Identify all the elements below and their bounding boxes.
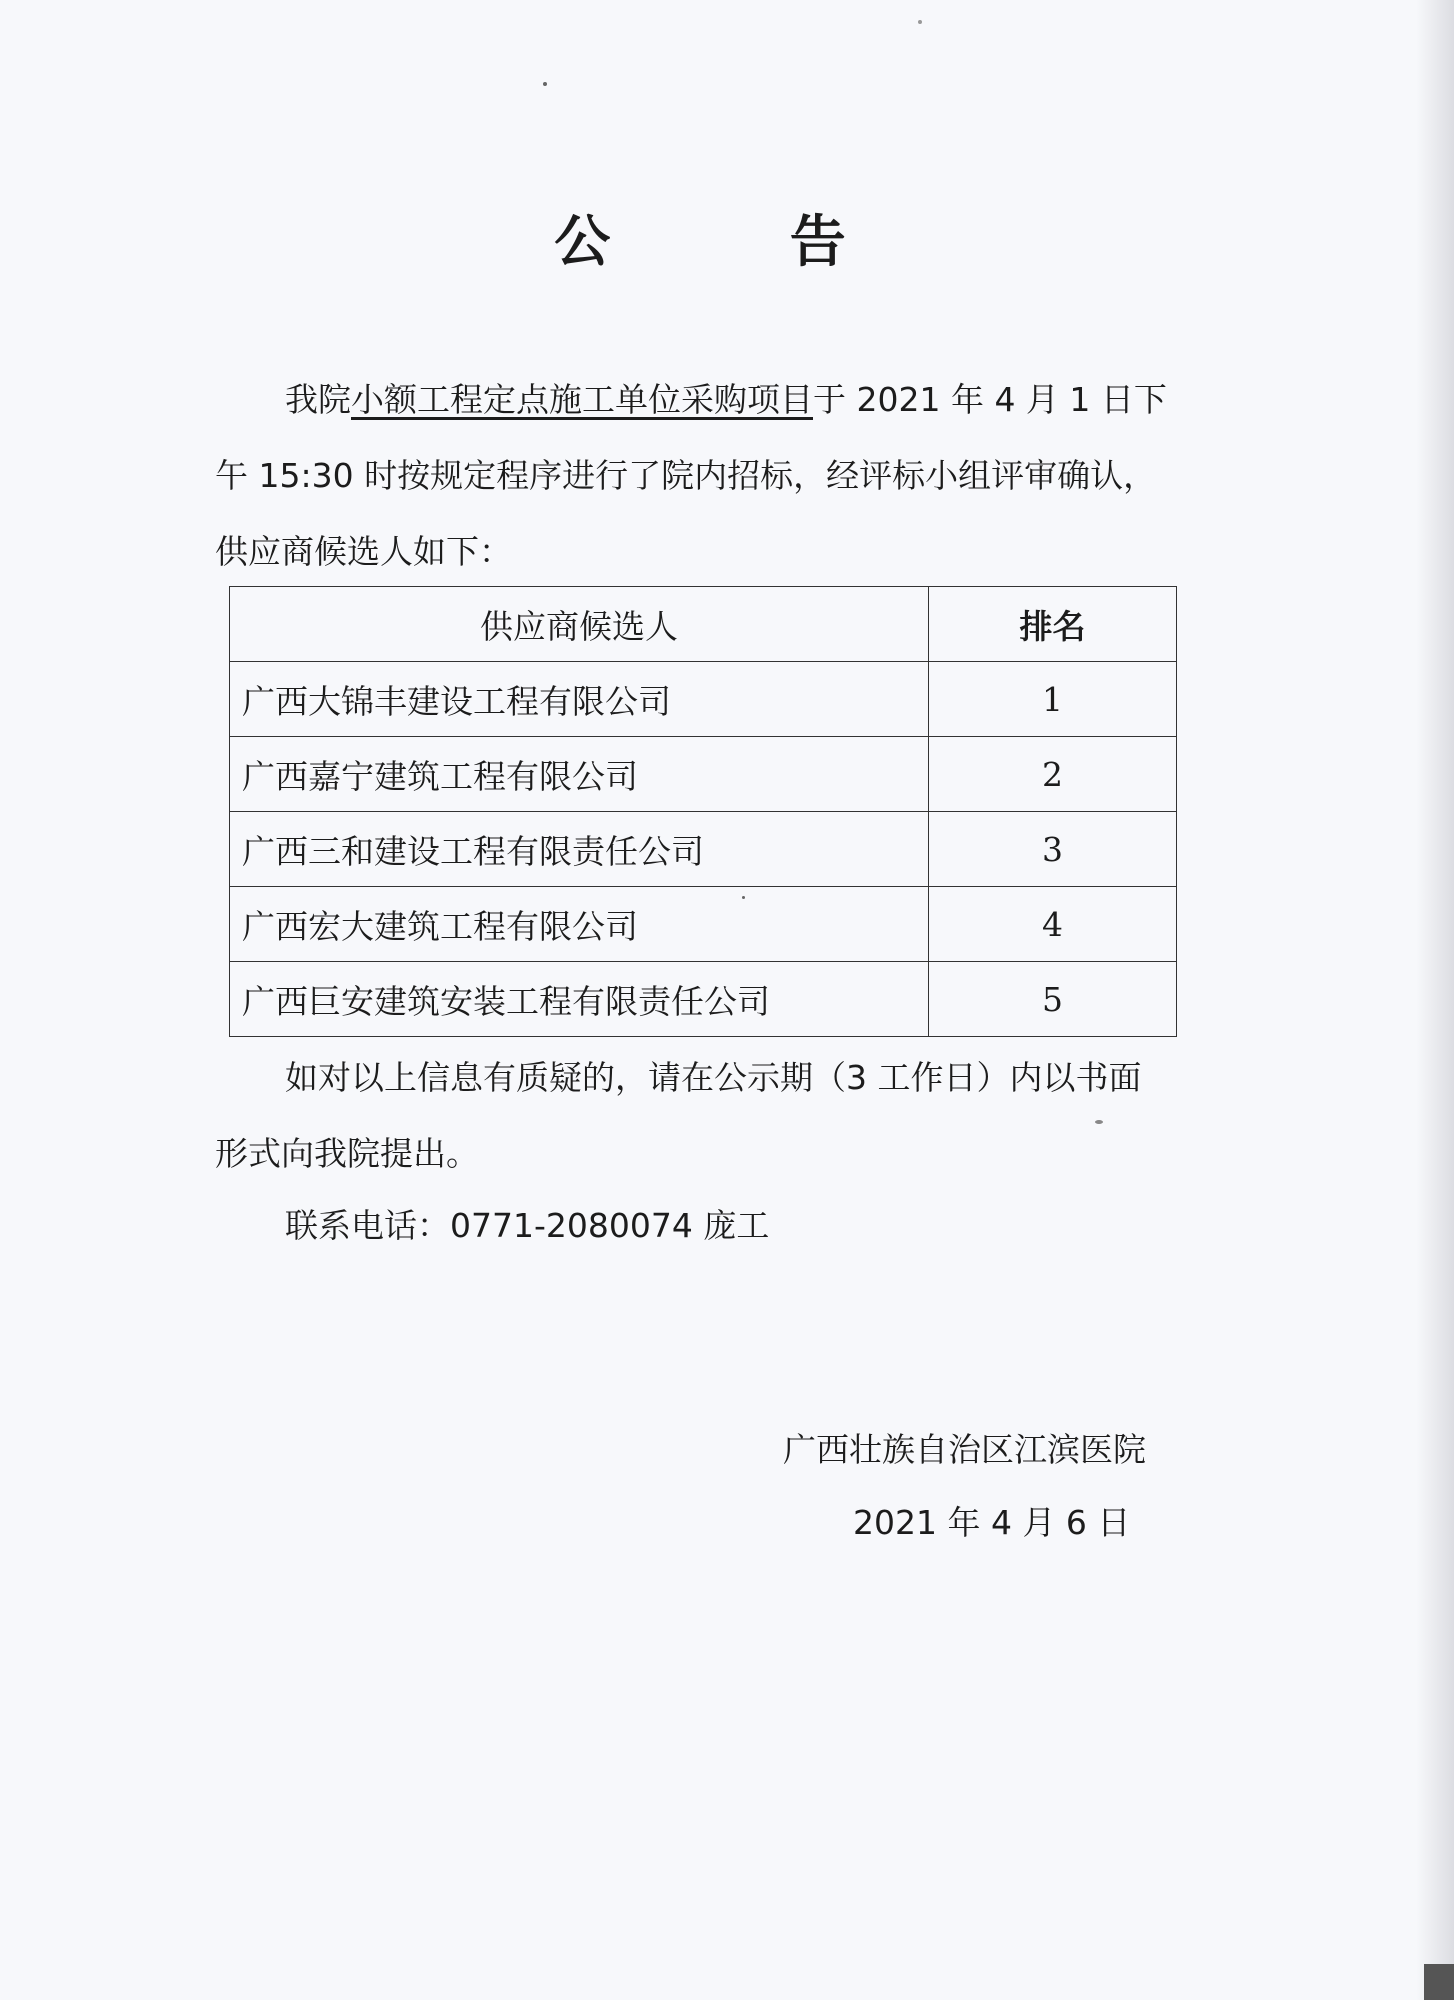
scan-corner-mark bbox=[1424, 1964, 1454, 2000]
scan-speck bbox=[1095, 1120, 1103, 1124]
signature-org: 广西壮族自治区江滨医院 bbox=[783, 1430, 1146, 1469]
table-row bbox=[230, 962, 1177, 1037]
supplier-name: 广西三和建设工程有限责任公司 bbox=[230, 812, 929, 887]
scan-speck bbox=[918, 20, 922, 24]
supplier-name: 广西宏大建筑工程有限公司 bbox=[230, 887, 929, 962]
signature-date: 2021 年 4 月 6 日 bbox=[853, 1503, 1131, 1542]
supplier-rank: 3 bbox=[929, 812, 1177, 887]
header-supplier: 供应商候选人 bbox=[230, 587, 929, 662]
supplier-table bbox=[229, 586, 1177, 1037]
scan-speck bbox=[543, 82, 547, 86]
table-row bbox=[230, 662, 1177, 737]
intro-line-2: 午 15:30 时按规定程序进行了院内招标，经评标小组评审确认， bbox=[215, 456, 1157, 495]
supplier-name: 广西嘉宁建筑工程有限公司 bbox=[230, 737, 929, 812]
header-rank: 排名 bbox=[929, 587, 1177, 662]
intro-paragraph bbox=[215, 362, 1215, 590]
intro-prefix: 我院 bbox=[285, 380, 351, 419]
scan-speck bbox=[742, 896, 745, 899]
supplier-rank: 5 bbox=[929, 962, 1177, 1037]
contact-line: 联系电话：0771-2080074 庞工 bbox=[285, 1206, 770, 1245]
scan-edge-shadow bbox=[1416, 0, 1454, 2000]
table-row bbox=[230, 812, 1177, 887]
supplier-rank: 4 bbox=[929, 887, 1177, 962]
intro-suffix: 于 2021 年 4 月 1 日下 bbox=[813, 380, 1167, 419]
project-name: 小额工程定点施工单位采购项目 bbox=[351, 380, 813, 419]
table-row bbox=[230, 887, 1177, 962]
table-header-row bbox=[230, 587, 1177, 662]
notice-paragraph bbox=[215, 1040, 1215, 1192]
document-title: 公 告 bbox=[554, 209, 926, 275]
supplier-rank: 2 bbox=[929, 737, 1177, 812]
table-row bbox=[230, 737, 1177, 812]
supplier-rank: 1 bbox=[929, 662, 1177, 737]
notice-line-2: 形式向我院提出。 bbox=[215, 1134, 479, 1173]
intro-line-1 bbox=[215, 362, 1215, 438]
intro-line-3: 供应商候选人如下： bbox=[215, 532, 512, 571]
supplier-name: 广西大锦丰建设工程有限公司 bbox=[230, 662, 929, 737]
supplier-name: 广西巨安建筑安装工程有限责任公司 bbox=[230, 962, 929, 1037]
notice-line-1: 如对以上信息有质疑的，请在公示期（3 工作日）内以书面 bbox=[285, 1058, 1142, 1097]
contact-paragraph bbox=[215, 1188, 1215, 1264]
